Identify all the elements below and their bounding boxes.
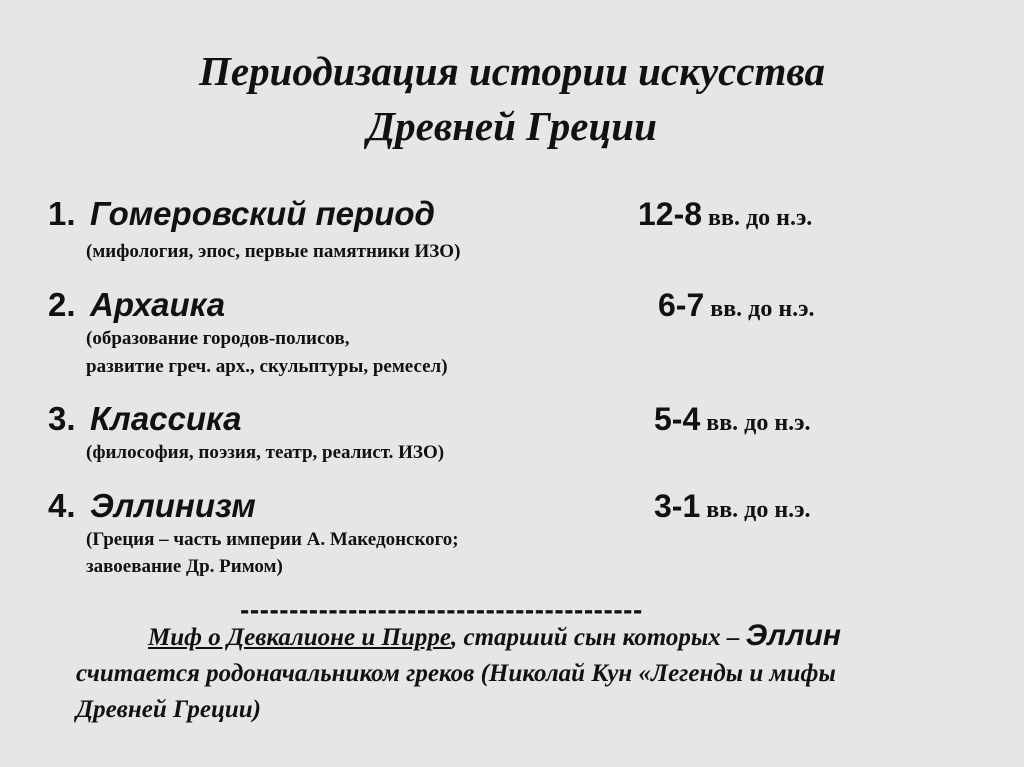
period-date [638, 194, 812, 241]
myth-note [76, 618, 976, 728]
period-number: 3. [48, 400, 76, 437]
period-number: 4. [48, 487, 76, 524]
period-name: Архаика [90, 286, 226, 323]
separator-line: ----------------------------------------- [240, 594, 643, 625]
slide-title [0, 44, 1024, 154]
period-description: завоевание Др. Римом) [86, 556, 283, 577]
period-name: Гомеровский период [90, 195, 435, 232]
period-date-suffix: вв. до н.э. [700, 497, 811, 523]
period-date-suffix: вв. до н.э. [700, 410, 811, 436]
period-name: Эллинизм [90, 487, 256, 524]
period-date [654, 399, 811, 446]
period-date-range: 3-1 [654, 488, 701, 524]
period-number: 2. [48, 286, 76, 323]
title-line-1: Периодизация истории искусства [199, 48, 825, 94]
note-line-3: Древней Греции) [76, 696, 262, 723]
period-number: 1. [48, 195, 76, 232]
note-line-1 [76, 618, 976, 656]
period-date-suffix: вв. до н.э. [702, 205, 813, 231]
period-date-range: 6-7 [658, 287, 705, 323]
period-date-range: 12-8 [638, 196, 703, 232]
period-date [658, 285, 815, 332]
title-line-2: Древней Греции [367, 103, 657, 149]
myth-link[interactable]: Миф о Девкалионе и Пирре [148, 624, 451, 651]
note-line-2: считается родоначальником греков (Николай Кун «Легенды и мифы [76, 660, 836, 687]
period-name: Классика [90, 400, 242, 437]
period-description: развитие греч. арх., скульптуры, ремесел) [86, 356, 448, 377]
period-date [654, 486, 811, 533]
period-description: (Греция – часть империи А. Македонского; [86, 529, 459, 550]
period-date-suffix: вв. до н.э. [704, 296, 815, 322]
hellen-name: Эллин [745, 619, 842, 652]
period-description: (образование городов-полисов, [86, 328, 350, 349]
period-description: (мифология, эпос, первые памятники ИЗО) [86, 241, 461, 262]
period-date-range: 5-4 [654, 401, 701, 437]
note-text: , старший сын которых – [450, 624, 746, 651]
period-description: (философия, поэзия, театр, реалист. ИЗО) [86, 442, 445, 463]
